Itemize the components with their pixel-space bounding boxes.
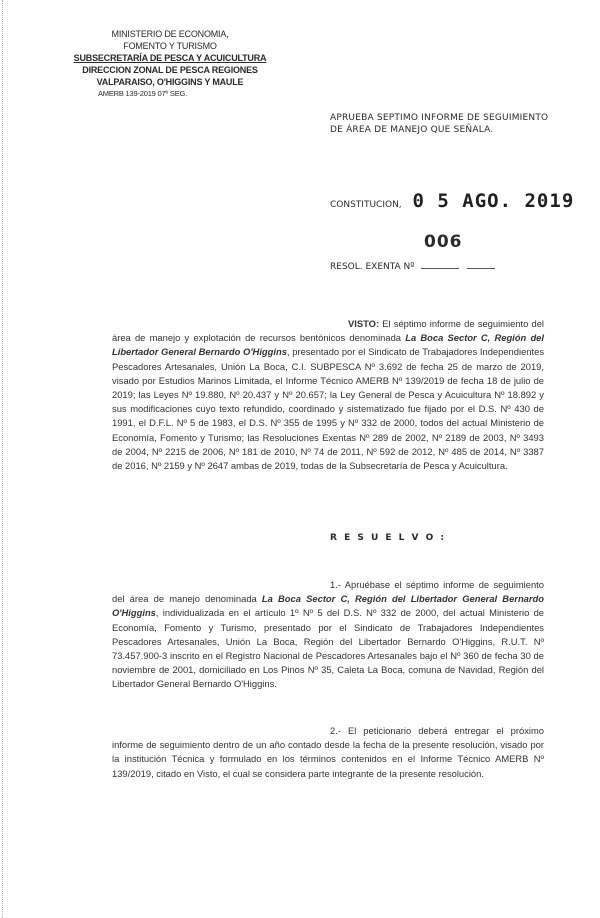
zonal-direction: DIRECCION ZONAL DE PESCA REGIONES (82, 65, 258, 75)
resolution-topic (330, 112, 580, 136)
date-stamp: 0 5 AGO. 2019 (412, 190, 575, 212)
date-line (330, 190, 574, 212)
city-label: CONSTITUCION, (330, 200, 402, 210)
visto-lead: VISTO: (348, 318, 380, 329)
visto-paragraph (112, 317, 544, 473)
file-reference: AMERB 139-2019 07º SEG. (98, 89, 188, 98)
visto-section (112, 317, 544, 473)
article-1-text-1: 1.- Apruébase el séptimo informe de seguimiento del área de manejo denominada (112, 579, 544, 605)
area-name: La Boca Sector C, Región del Libertador General Bernardo O'Higgins (112, 332, 544, 358)
topic-line-1: APRUEBA SEPTIMO INFORME DE SEGUIMIENTO (330, 113, 549, 123)
ministry-name: MINISTERIO DE ECONOMIA, (111, 29, 229, 39)
undersecretariat-name: SUBSECRETARÍA DE PESCA Y ACUICULTURA (73, 53, 267, 63)
regions: VALPARAISO, O'HIGGINS Y MAULE (96, 77, 244, 87)
resolution-number: 006 (424, 232, 463, 252)
resuelvo-heading: R E S U E L V O : (330, 533, 447, 543)
ministry-name-2: FOMENTO Y TURISMO (123, 41, 217, 51)
article-1-area-name: La Boca Sector C, Región del Libertador General Bernardo O'Higgins (112, 593, 544, 619)
visto-text-1: El séptimo informe de seguimiento del área de manejo y explotación de recursos bentónicos denominada (112, 318, 544, 344)
visto-text-2: , presentado por el Sindicato de Trabajadores Independientes Pescadores Artesanales, Unión La Boca, C.I. SUBPESCA Nº 3.692 de fecha 25 de marzo de 2019, visado por Estudios Marinos Limitada, el Informe Técnico AMERB Nº 139/2019 de fecha 18 de julio de 2019; las Leyes Nº 19.880, Nº 20.437 y Nº 20.657; la Ley General de Pesca y Acuicultura Nº 18.892 y sus modificaciones cuyo texto refundido, coordinado y sistematizado fue fijado por el D.S. Nº 430 de 1991, el D.F.L. Nº 5 de 1983, el D.S. Nº 355 de 1995 y Nº 332 de 2000, todos del actual Ministerio de Economía, Fomento y Turismo; las Resoluciones Exentas Nº 289 de 2002, Nº 2189 de 2003, Nº 3493 de 2004, Nº 2215 de 2006, Nº 181 de 2010, Nº 74 de 2011, Nº 592 de 2012, Nº 485 de 2014, Nº 3387 de 2016, Nº 2159 y Nº 2647 ambas de 2019, todas de la Subsecretaría de Pesca y Acuicultura. (112, 346, 545, 472)
article-1-text-2: , individualizada en el artículo 1º Nº 5 del D.S. Nº 332 de 2000, del actual Ministerio de Economía, Fomento y Turismo, presentado por el Sindicato de Trabajadores Independientes Pescadores Artesanales, Unión La Boca, Región del Libertador Bernardo O'Higgins, R.U.T. Nº 73.457.900-3 inscrito en el Registro Nacional de Pescadores Artesanales bajo el Nº 360 de fecha 30 de noviembre de 2001, domiciliado en Los Pinos Nº 35, Caleta La Boca, comuna de Navidad, Región del Libertador General Bernardo O'Higgins. (112, 607, 544, 690)
article-1 (112, 578, 544, 692)
article-2-paragraph: 2.- El peticionario deberá entregar el próximo informe de seguimiento dentro de un año contado desde la fecha de la presente resolución, visado por la institución Técnica y formulado en los términos contenidos en el Informe Técnico AMERB Nº 139/2019, citado en Visto, el cual se considera parte integrante de la presente resolución. (112, 725, 544, 779)
blank-line (467, 268, 495, 269)
scan-margin-marks (2, 0, 6, 918)
article-2 (112, 724, 544, 781)
article-1-paragraph (112, 578, 544, 692)
letterhead (50, 28, 290, 100)
resolution-label-line (330, 262, 495, 272)
blank-line (421, 268, 459, 269)
resolution-label: RESOL. EXENTA Nº (330, 262, 415, 272)
topic-line-2: DE ÁREA DE MANEJO QUE SEÑALA. (330, 125, 494, 135)
